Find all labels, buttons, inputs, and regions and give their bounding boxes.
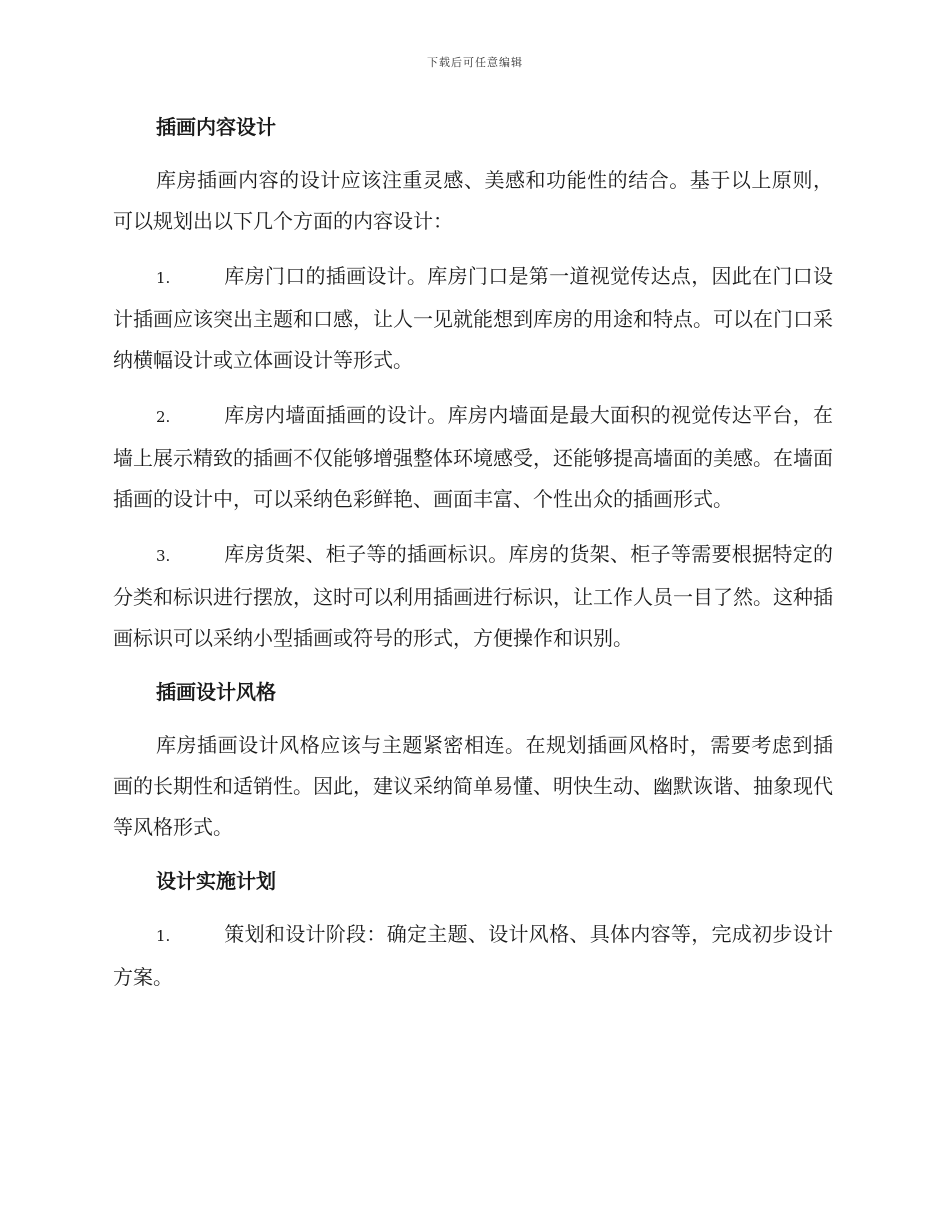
section-heading-implementation-plan: 设计实施计划	[156, 869, 276, 893]
list-item-number: 2.	[156, 408, 171, 426]
section-heading-illustration-style: 插画设计风格	[156, 680, 276, 704]
section-heading-illustration-content: 插画内容设计	[156, 115, 276, 139]
list-item-text: 策划和设计阶段：确定主题、设计风格、具体内容等，完成初步设计方案。	[113, 922, 833, 989]
list-item-number: 1.	[156, 269, 171, 287]
list-item-number: 3.	[156, 547, 171, 565]
section-intro-paragraph: 库房插画内容的设计应该注重灵感、美感和功能性的结合。基于以上原则，可以规划出以下几个方面的内容设计：	[113, 168, 833, 233]
document-body	[113, 106, 833, 998]
header-note: 下载后可任意编辑	[427, 56, 523, 69]
list-item-text: 库房门口的插画设计。库房门口是第一道视觉传达点，因此在门口设计插画应该突出主题和口感，让人一见就能想到库房的用途和特点。可以在门口采纳横幅设计或立体画设计等形式。	[113, 264, 833, 372]
list-item-text: 库房内墙面插画的设计。库房内墙面是最大面积的视觉传达平台，在墙上展示精致的插画不仅能够增强整体环境感受，还能够提高墙面的美感。在墙面插画的设计中，可以采纳色彩鲜艳、画面丰富、个性出众的插画形式。	[113, 403, 833, 511]
list-item	[113, 256, 833, 381]
list-item	[113, 914, 833, 998]
section-intro-paragraph: 库房插画设计风格应该与主题紧密相连。在规划插画风格时，需要考虑到插画的长期性和适销性。因此，建议采纳简单易懂、明快生动、幽默诙谐、抽象现代等风格形式。	[113, 733, 833, 839]
list-item	[113, 534, 833, 659]
list-item-text: 库房货架、柜子等的插画标识。库房的货架、柜子等需要根据特定的分类和标识进行摆放，这时可以利用插画进行标识，让工作人员一目了然。这种插画标识可以采纳小型插画或符号的形式，方便操作和识别。	[113, 542, 833, 650]
list-item	[113, 395, 833, 520]
list-item-number: 1.	[156, 927, 171, 945]
